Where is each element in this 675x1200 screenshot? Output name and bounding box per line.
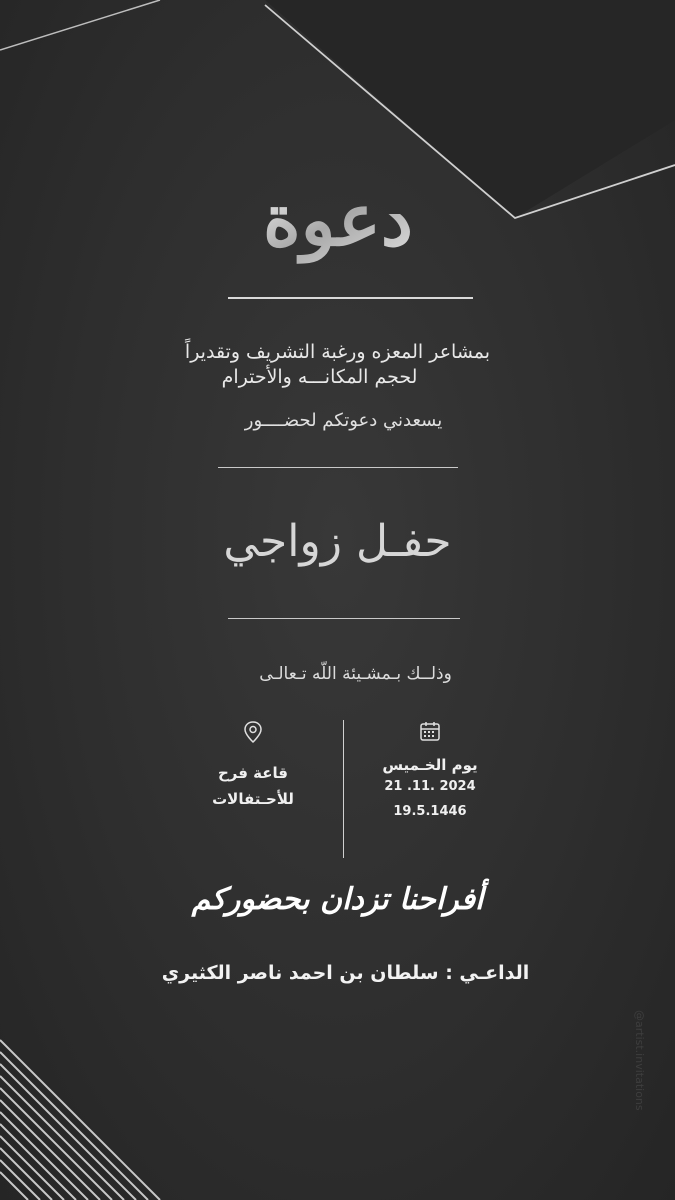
venue-column (193, 720, 313, 810)
location-pin-icon (242, 720, 264, 744)
divider-rule (228, 297, 473, 299)
top-silver-line (0, 0, 160, 50)
venue-line-1: قاعة فرح (218, 764, 288, 782)
hijri-date: 19.5.1446 (393, 804, 467, 819)
date-column (370, 720, 490, 823)
host-line (8, 962, 675, 984)
venue-line-2: للأحـتفالات (212, 790, 294, 808)
calligraphy-title (238, 150, 438, 280)
title-word: دعوة (263, 177, 413, 262)
intro-line-2: لحجم المكانـــه والأحترام (221, 366, 418, 388)
god-willing-line: وذلــك بـمشـيئة اللّه تـعالـى (259, 664, 452, 684)
watermark: @artist.invitations (633, 1010, 646, 1111)
divider-rule (228, 618, 460, 619)
calendar-icon (419, 720, 441, 742)
gregorian-date: 21 .11. 2024 (384, 779, 476, 794)
bottom-left-stripes (0, 1040, 160, 1200)
host-label: الداعـي : (445, 962, 530, 984)
closing-slogan: أفراحنا تزدان بحضوركم (191, 882, 484, 917)
host-name: سلطان بن احمد ناصر الكثيري (161, 962, 439, 984)
invite-line: يسعدني دعوتكم لحضــــور (244, 410, 443, 431)
event-day: يوم الخـميس (382, 756, 478, 774)
column-divider (343, 720, 344, 858)
divider-rule (218, 467, 458, 468)
intro-line-1: بمشاعر المعزه ورغبة التشريف وتقديراً (184, 341, 491, 363)
occasion-title: حفـل زواجي (223, 516, 452, 567)
